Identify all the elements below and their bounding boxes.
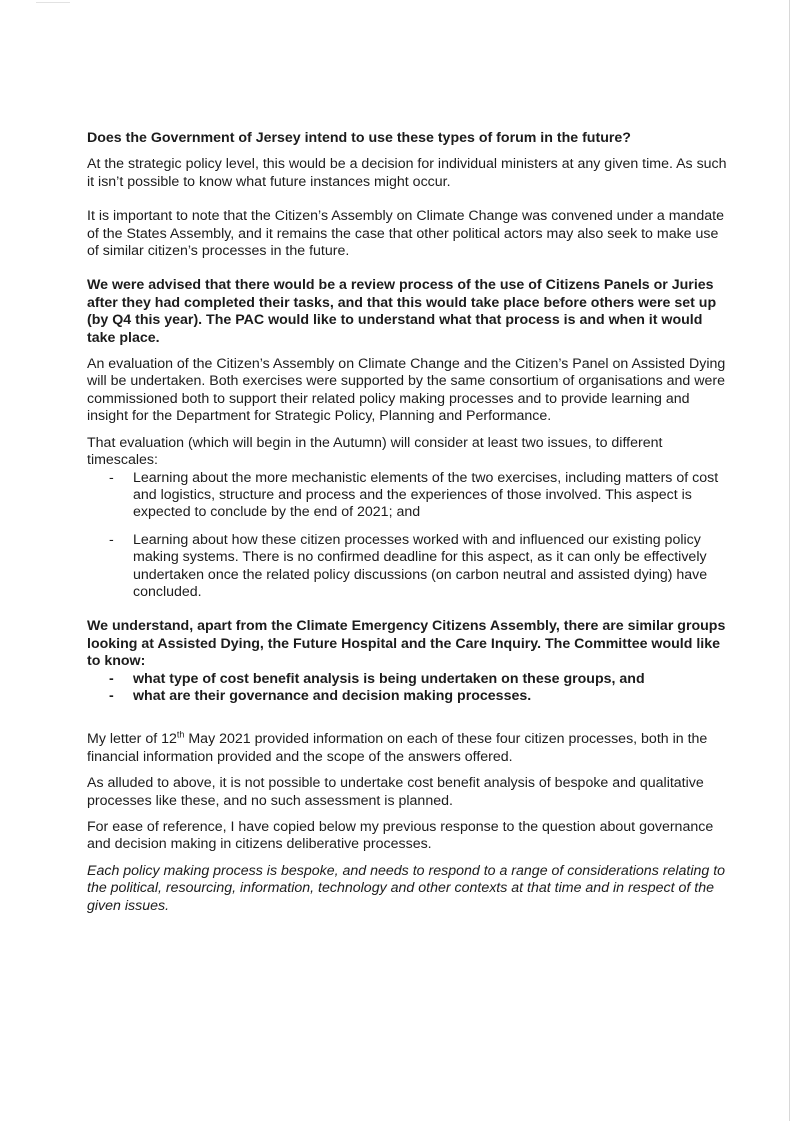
- question-heading-future-forums: Does the Government of Jersey intend to use these types of forum in the future?: [87, 130, 631, 146]
- paragraph-previous-letter: [87, 731, 727, 766]
- quoted-previous-response: Each policy making process is bespoke, and needs to respond to a range of considerations relating to the political, resourcing, information, technology and other contexts at that time and in respect of the given issues.: [87, 862, 726, 914]
- paragraph-evaluation-timescales: That evaluation (which will begin in the Autumn) will consider at least two issues, to different timescales:: [87, 434, 663, 469]
- list-item-text: what type of cost benefit analysis is being undertaken on these groups, and: [133, 670, 645, 687]
- paragraph-ease-of-reference: For ease of reference, I have copied below my previous response to the question about governance and decision making in citizens deliberative processes.: [87, 819, 714, 853]
- paragraph-climate-assembly-mandate: It is important to note that the Citizen’s Assembly on Climate Change was convened under a mandate of the States Assembly, and it remains the case that other political actors may also seek to make use of similar citizen’s processes in the future.: [87, 208, 724, 260]
- list-item: [87, 470, 727, 522]
- list-item-text: Learning about the more mechanistic elements of the two exercises, including matters of cost and logistics, structure and process and the experiences of those involved. This aspect is expected to conclude by the end of 2021; and: [133, 469, 719, 521]
- letter-text-end: May 2021 provided information on each of these four citizen processes, both in the financial information provided and the scope of the answers offered.: [87, 731, 708, 765]
- dash-bullet: -: [109, 670, 114, 687]
- scan-artifact-line: [36, 2, 70, 3]
- paragraph-evaluation: An evaluation of the Citizen’s Assembly on Climate Change and the Citizen’s Panel on Assisted Dying will be undertaken. Both exercises were supported by the same consortium of organisations and were commissioned both to support their related policy making processes and to provide learning and insight for the Department for Strategic Policy, Planning and Performance.: [87, 356, 726, 425]
- list-item: [87, 671, 727, 688]
- committee-questions-list: [87, 671, 727, 706]
- evaluation-issues-list: [87, 470, 727, 602]
- list-item: [87, 532, 727, 602]
- document-body: [87, 130, 727, 915]
- dash-bullet: -: [109, 469, 114, 486]
- list-item-text: what are their governance and decision making processes.: [133, 687, 532, 704]
- list-item: [87, 688, 727, 705]
- question-heading-review-process: We were advised that there would be a review process of the use of Citizens Panels or Juries after they had completed their tasks, and that this would take place before others were set up (by Q4 this year). The PAC would like to understand what that process is and when it would take place.: [87, 277, 717, 346]
- dash-bullet: -: [109, 531, 114, 548]
- list-item-text: Learning about how these citizen processes worked with and influenced our existing policy making systems. There is no confirmed deadline for this aspect, as it can only be effectively undertaken once the related policy discussions (on carbon neutral and assisted dying) have concluded.: [133, 531, 708, 600]
- paragraph-strategic-policy: At the strategic policy level, this would be a decision for individual ministers at any given time. As such it isn’t possible to know what future instances might occur.: [87, 156, 727, 190]
- ordinal-suffix: th: [176, 729, 185, 740]
- paragraph-cost-benefit: As alluded to above, it is not possible to undertake cost benefit analysis of bespoke and qualitative processes like these, and no such assessment is planned.: [87, 775, 704, 809]
- question-heading-similar-groups: We understand, apart from the Climate Emergency Citizens Assembly, there are similar groups looking at Assisted Dying, the Future Hospital and the Care Inquiry. The Committee would like to know:: [87, 618, 726, 670]
- dash-bullet: -: [109, 687, 114, 704]
- page-edge-line: [789, 0, 790, 1121]
- letter-text-start: My letter of 12: [87, 731, 177, 748]
